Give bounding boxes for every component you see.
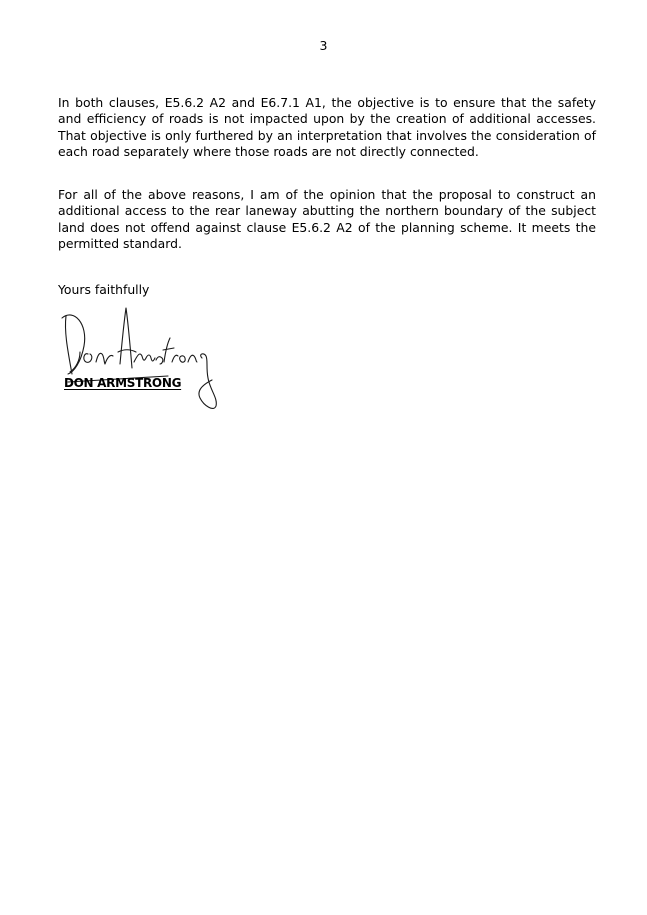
signer-name: DON ARMSTRONG	[64, 376, 182, 390]
body-paragraph-1: In both clauses, E5.6.2 A2 and E6.7.1 A1, the objective is to ensure that the safety and efficiency of roads is not impacted upon by the creation of additional accesses. That objective is only furthered by an interpretation that involves the consideration of each road separately where those roads are not directly connected.	[58, 95, 596, 159]
closing-salutation: Yours faithfully	[58, 282, 150, 297]
body-paragraph-2: For all of the above reasons, I am of the opinion that the proposal to construct an additional access to the rear laneway abutting the northern boundary of the subject land does not offend against clause E5.6.2 A2 of the planning scheme. It meets the permitted standard.	[58, 187, 596, 251]
handwritten-signature	[58, 302, 228, 412]
page-number: 3	[319, 38, 328, 53]
